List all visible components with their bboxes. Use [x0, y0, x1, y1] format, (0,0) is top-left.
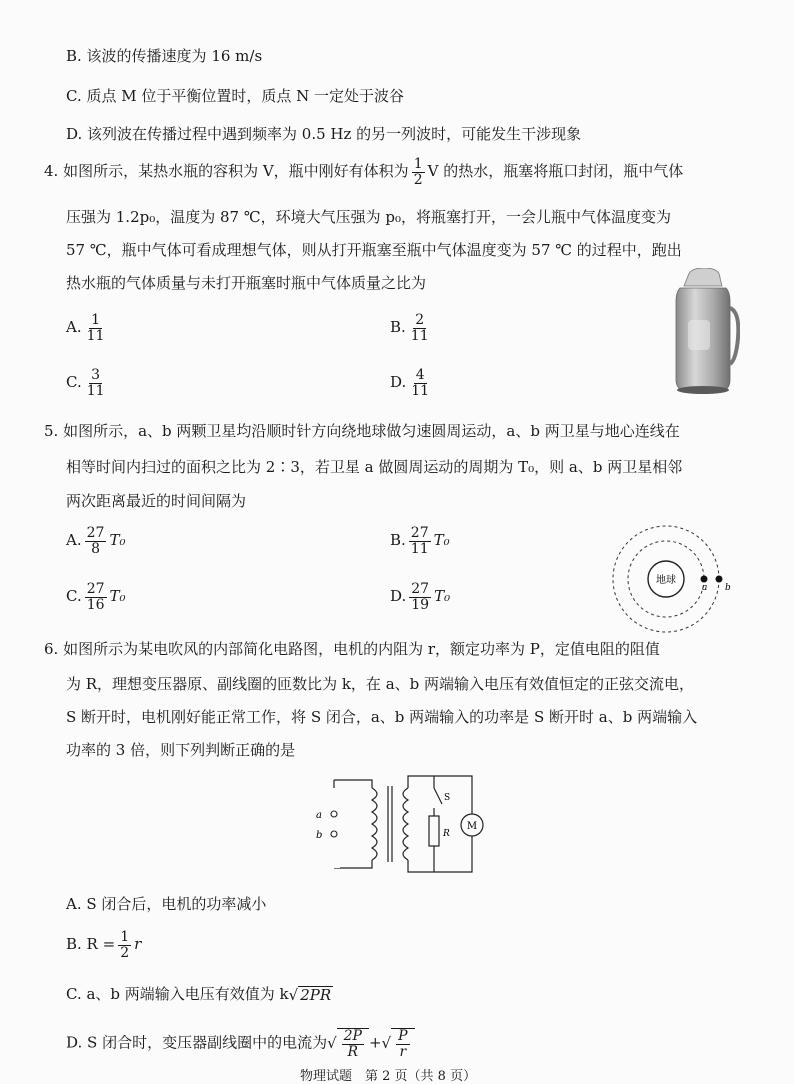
q4-option-b [390, 313, 434, 343]
q6-option-a: A. S 闭合后，电机的功率减小 [66, 895, 267, 913]
q5-option-a [66, 526, 125, 556]
q4-option-c [66, 368, 110, 398]
q6-stem-line1: 6. 如图所示为某电吹风的内部简化电路图，电机的内阻为 r，额定功率为 P，定值电阻的阻值 [44, 640, 660, 658]
q6-stem-line2: 为 R，理想变压器原、副线圈的匝数比为 k，在 a、b 两端输入电压有效值恒定的正弦交流电， [66, 675, 695, 693]
q3-option-b: B. 该波的传播速度为 16 m/s [66, 47, 263, 65]
q4-stem-line1 [44, 157, 683, 187]
terminal-b-label: b [316, 830, 323, 841]
option-d-r1-num: 2P [343, 1028, 362, 1044]
secondary-coil [403, 788, 408, 860]
option-num: 27 [86, 525, 105, 541]
terminal-a-label: a [316, 810, 322, 821]
option-c-sqrt: √ 2PR [288, 985, 332, 1005]
option-label: C. [66, 373, 82, 392]
option-den: 11 [410, 540, 429, 557]
q4-option-a [66, 313, 109, 343]
q4-option-d [390, 368, 434, 398]
q4-frac-den: 2 [413, 171, 423, 188]
option-den: 16 [86, 596, 105, 613]
q4-stem-text-a: 4. 如图所示，某热水瓶的容积为 V，瓶中刚好有体积为 [44, 162, 409, 181]
satellite-b-label: b [725, 583, 731, 593]
circuit-diagram [312, 770, 492, 878]
option-num: 27 [411, 581, 430, 597]
q4-frac-num: 1 [413, 156, 423, 172]
satellite-b [716, 576, 723, 583]
option-den: 8 [91, 540, 100, 557]
q5-stem-line3: 两次距离最近的时间间隔为 [66, 492, 247, 510]
option-d-sqrt1: √ $\frac{2P}{R}$ [327, 1028, 369, 1059]
option-b-pre: B. R = [66, 935, 116, 954]
option-d-sqrt2: √ $\frac{P}{r}$ [382, 1028, 415, 1059]
option-d-r2-den: r [399, 1043, 407, 1060]
resistor-label: R [443, 829, 450, 839]
option-b-post: r [134, 935, 142, 954]
option-label: A. [66, 531, 82, 550]
option-b-num: 1 [120, 929, 130, 945]
option-label: D. [390, 373, 407, 392]
earth-label: 地球 [656, 575, 676, 586]
option-num: 2 [415, 312, 425, 328]
option-tail: T₀ [433, 531, 450, 550]
option-den: 11 [410, 327, 429, 344]
q3-option-c: C. 质点 M 位于平衡位置时，质点 N 一定处于波谷 [66, 87, 405, 105]
q6-stem-line3: S 断开时，电机刚好能正常工作，将 S 闭合，a、b 两端输入的功率是 S 断开时 a、b 两端输入 [66, 708, 698, 726]
q4-stem-line2: 压强为 1.2p₀，温度为 87 ℃，环境大气压强为 p₀，将瓶塞打开，一会儿瓶中气体温度变为 [66, 208, 672, 226]
option-num: 3 [91, 367, 101, 383]
option-d-pre: D. S 闭合时，变压器副线圈中的电流为 [66, 1033, 328, 1052]
q5-option-d [390, 582, 450, 612]
switch-s [434, 788, 442, 804]
option-num: 4 [415, 367, 425, 383]
q6-stem-line4: 功率的 3 倍，则下列判断正确的是 [66, 741, 296, 759]
option-label: C. [66, 587, 82, 606]
q6-option-c [66, 986, 333, 1004]
option-d-r2-num: P [398, 1028, 408, 1044]
option-label: B. [390, 318, 406, 337]
option-den: 11 [411, 382, 430, 399]
option-den: 11 [86, 382, 105, 399]
switch-label: S [444, 793, 451, 803]
option-den: 11 [86, 327, 105, 344]
option-label: A. [66, 318, 82, 337]
option-c-radicand: 2PR [300, 986, 332, 1005]
q4-stem-line3: 57 ℃，瓶中气体可看成理想气体，则从打开瓶塞至瓶中气体温度变为 57 ℃ 的过程中，跑出 [66, 241, 682, 259]
option-label: B. [390, 531, 406, 550]
q5-option-c [66, 582, 126, 612]
orbit-diagram [610, 518, 740, 642]
thermos-bottle-image [668, 268, 740, 396]
terminal-a [331, 811, 337, 817]
option-den: 19 [411, 596, 430, 613]
page-footer: 物理试题 第 2 页（共 8 页） [300, 1069, 477, 1084]
option-num: 27 [410, 525, 429, 541]
q6-option-d [66, 1028, 415, 1059]
q6-option-b [66, 930, 141, 960]
satellite-a [701, 576, 708, 583]
motor-label: M [466, 821, 478, 832]
option-c-pre: C. a、b 两端输入电压有效值为 k [66, 985, 289, 1003]
satellite-a-label: a [702, 583, 708, 593]
terminal-b [331, 831, 337, 837]
q3-option-d: D. 该列波在传播过程中遇到频率为 0.5 Hz 的另一列波时，可能发生干涉现象 [66, 125, 582, 143]
q5-option-b [390, 526, 450, 556]
q4-stem-line4: 热水瓶的气体质量与未打开瓶塞时瓶中气体质量之比为 [66, 274, 427, 292]
option-tail: T₀ [434, 587, 451, 606]
option-label: D. [390, 587, 407, 606]
q4-stem-text-b: V 的热水，瓶塞将瓶口封闭，瓶中气体 [427, 162, 684, 181]
option-tail: T₀ [109, 531, 126, 550]
option-num: 27 [86, 581, 105, 597]
option-tail: T₀ [109, 587, 126, 606]
q5-stem-line1: 5. 如图所示，a、b 两颗卫星均沿顺时针方向绕地球做匀速圆周运动，a、b 两卫星与地心连线在 [44, 422, 680, 440]
resistor-r [429, 816, 439, 846]
option-d-plus: + [368, 1033, 382, 1052]
primary-coil [372, 788, 377, 860]
option-b-den: 2 [120, 944, 130, 961]
option-num: 1 [91, 312, 100, 328]
q4-fraction [412, 157, 425, 187]
q5-stem-line2: 相等时间内扫过的面积之比为 2∶3，若卫星 a 做圆周运动的周期为 T₀，则 a、b 两卫星相邻 [66, 458, 683, 476]
option-d-r1-den: R [347, 1043, 359, 1060]
